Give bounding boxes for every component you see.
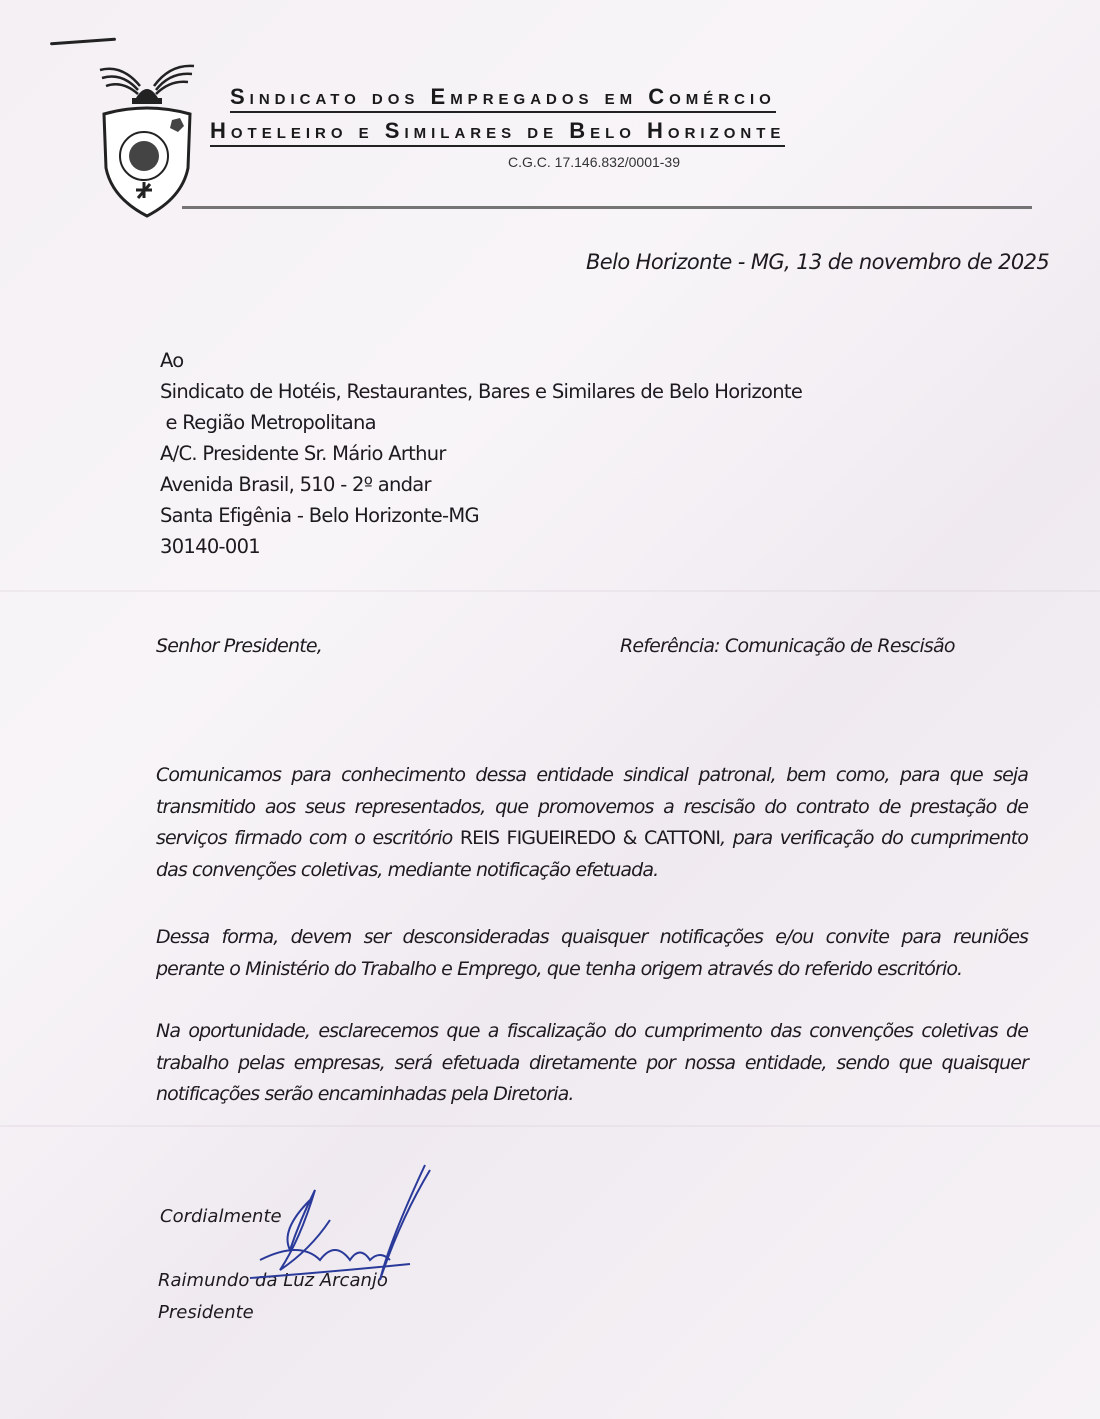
address-line: e Região Metropolitana	[160, 411, 376, 434]
letterhead-divider	[182, 206, 1032, 209]
letterhead-line-1: Sindicato dos Empregados em Comércio	[230, 84, 776, 113]
salutation: Senhor Presidente,	[156, 635, 323, 657]
address-line: Sindicato de Hotéis, Restaurantes, Bares e Similares de Belo Horizonte	[160, 380, 803, 403]
paper-crease	[0, 590, 1100, 592]
signer-name: Raimundo da Luz Arcanjo	[158, 1270, 388, 1291]
address-line: 30140-001	[160, 535, 260, 558]
paragraph-text: , para verificação do cumprimento das convenções coletivas, mediante notificação efetuada.	[156, 827, 1028, 881]
signer-title: Presidente	[158, 1302, 254, 1323]
address-line: A/C. Presidente Sr. Mário Arthur	[160, 442, 446, 465]
letterhead-cgc: C.G.C. 17.146.832/0001-39	[508, 154, 681, 170]
address-line: Ao	[160, 349, 184, 372]
body-paragraph-1	[156, 760, 1028, 886]
paper-crease	[0, 1125, 1100, 1127]
closing: Cordialmente	[160, 1206, 282, 1227]
firm-name: REIS FIGUEIREDO & CATTONI	[459, 827, 721, 849]
paragraph-text: Comunicamos para conhecimento dessa entidade sindical patronal, bem como, para que seja transmitido aos seus representados, que promovemos a rescisão do contrato de prestação de serviços firmado com o escritório	[156, 764, 1028, 849]
union-logo-icon	[92, 58, 202, 218]
recipient-address	[160, 345, 802, 562]
letterhead-line-2: Hoteleiro e Similares de Belo Horizonte	[210, 118, 785, 147]
body-paragraph-3: Na oportunidade, esclarecemos que a fiscalização do cumprimento das convenções coletivas de trabalho pelas empresas, será efetuada diretamente por nossa entidade, sendo que quaisquer notificações serão encaminhadas pela Diretoria.	[156, 1020, 1028, 1105]
handwritten-signature-icon	[240, 1160, 440, 1300]
body-paragraph-2: Dessa forma, devem ser desconsideradas quaisquer notificações e/ou convite para reuniões perante o Ministério do Trabalho e Emprego, que tenha origem através do referido escritório.	[156, 926, 1028, 980]
address-line: Santa Efigênia - Belo Horizonte-MG	[160, 504, 479, 527]
address-line: Avenida Brasil, 510 - 2º andar	[160, 473, 431, 496]
reference-line: Referência: Comunicação de Rescisão	[620, 635, 955, 657]
letter-date: Belo Horizonte - MG, 13 de novembro de 2025	[586, 250, 1050, 274]
pen-mark	[50, 38, 116, 46]
